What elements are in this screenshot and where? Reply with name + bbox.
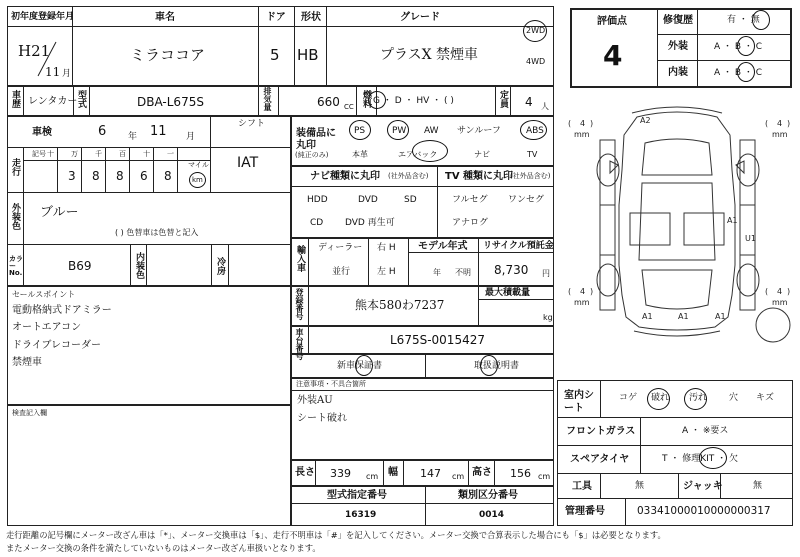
score-value: 4 [603, 39, 623, 72]
left-h-option: 左 H [377, 267, 396, 277]
digit-header-1: 万 [71, 150, 78, 158]
digit-header-4: 十 [143, 150, 150, 158]
note-item-1: シート破れ [297, 413, 347, 424]
inspection-month: 11 [150, 124, 167, 139]
model-year-unknown: 不明 [455, 268, 471, 277]
shift-value: IAT [237, 155, 259, 171]
max-load-label: 最大積載量 [485, 288, 531, 298]
interior-option-1: 破れ [651, 393, 670, 403]
dirty-circle [684, 388, 707, 410]
tools-label: 工具 [572, 481, 592, 492]
dealer-option: ディーラー [318, 243, 363, 253]
ps-circle [349, 120, 371, 140]
interior-grade-label: 内装 [668, 67, 688, 78]
jack-label: ジャッキ [683, 481, 723, 492]
color-no-label: カラー No. [9, 255, 23, 277]
svg-text:): ) [787, 119, 791, 128]
person-unit: 人 [541, 102, 549, 111]
tv-r1-0: フルセグ [452, 195, 488, 205]
repair-label: 修復歴 [663, 15, 693, 26]
exterior-grade-options: A ・ B ・ C [714, 42, 763, 52]
mark-a2: A2 [640, 116, 651, 125]
records-label: 検査記入欄 [12, 409, 47, 417]
tv-label: TV 種類に丸印 [445, 171, 514, 182]
equip-r2-0: 本革 [352, 150, 368, 159]
equip-r2-3: TV [527, 150, 538, 159]
kg-unit: kg [543, 313, 553, 322]
digit-3: 8 [116, 169, 124, 183]
mark-a1-right: A1 [727, 216, 738, 225]
displacement-value: 660 [317, 95, 340, 109]
inspection-year: 6 [98, 124, 107, 139]
inspection-month-unit: 月 [186, 132, 196, 142]
shape-label: 形状 [301, 12, 321, 23]
right-h-option: 右 H [377, 243, 396, 253]
interior-seat-label: 室内シート [564, 390, 594, 414]
mark-a1-rear-mid: A1 [678, 312, 689, 321]
chassis-label: 車台番号 [295, 328, 304, 360]
first-reg-label: 初年度登録年月 [11, 12, 75, 22]
footer-note-1: 走行距離の記号欄にメーター改ざん車は「*」、メーター交換車は「$」、走行不明車は「#」を記入してください。メーター交換で合算表示した場合にも「$」は必要となります。 [6, 530, 666, 540]
digit-header-5: 一 [167, 150, 174, 158]
management-no-value: 03341000010000000317 [637, 505, 771, 517]
first-reg-month: 11 [45, 65, 61, 79]
sales-point-1: オートエアコン [12, 322, 82, 333]
nav-r1-1: DVD [358, 195, 378, 205]
airbag-circle [412, 140, 448, 162]
mark-a1-rear-right: A1 [715, 312, 726, 321]
nav-label: ナビ種類に丸印 [310, 171, 380, 182]
exterior-color-value: ブルー [40, 205, 79, 220]
registration-label: 登録番号 [295, 288, 304, 320]
model-value: DBA-L675S [137, 95, 204, 109]
nav-r2-0: CD [310, 218, 324, 228]
tools-value: 無 [635, 481, 645, 491]
svg-text:): ) [590, 119, 594, 128]
mile-unit: マイル [188, 161, 209, 169]
width-unit: cm [452, 472, 465, 481]
tread-fr-depth: 4 [777, 119, 783, 128]
interior-color-label: 内装色 [134, 252, 144, 279]
interior-option-3: 穴 [729, 393, 739, 403]
usage-label: 車歴 [10, 90, 20, 108]
drive-4wd: 4WD [526, 57, 546, 66]
fuel-options: G ・ D ・ HV ・ ( ) [373, 96, 454, 106]
fridge-label: 冷房 [215, 257, 225, 275]
km-unit: km [192, 176, 203, 184]
parallel-option: 並行 [332, 267, 351, 277]
equip-r1-4: ABS [526, 126, 544, 136]
inspection-label: 車検 [32, 127, 52, 138]
tread-fl-unit: mm [574, 130, 590, 139]
grade-label: グレード [400, 12, 440, 23]
yen-unit: 円 [542, 269, 550, 278]
notes-label: 注意事項・不具合箇所 [296, 380, 366, 388]
tread-fl-depth: 4 [580, 119, 586, 128]
nav-r1-0: HDD [307, 195, 328, 205]
interior-b-circle [737, 62, 755, 82]
digit-1: 3 [68, 169, 76, 183]
recycle-label: リサイクル預託金 [483, 241, 554, 251]
registration-value: 熊本580わ7237 [355, 298, 445, 312]
score-label: 評価点 [597, 16, 627, 27]
doors-label: ドア [266, 12, 286, 23]
color-no-value: B69 [68, 259, 92, 273]
exterior-color-label: 外装色 [10, 203, 20, 230]
sales-points-label: セールスポイント [12, 290, 76, 299]
digit-header-3: 百 [119, 150, 126, 158]
abs-circle [520, 120, 547, 140]
tread-rr-depth: 4 [777, 287, 783, 296]
management-no-label: 管理番号 [565, 506, 605, 517]
manual: 取扱説明書 [474, 361, 520, 371]
sales-point-2: ドライブレコーダー [12, 340, 101, 351]
exterior-grade-label: 外装 [668, 41, 688, 52]
repair-options: 有 ・ 無 [727, 15, 760, 25]
cc-unit: CC [344, 103, 354, 111]
digit-5: 8 [164, 169, 172, 183]
usage-value: レンタカー [28, 96, 78, 107]
tv-r1-1: ワンセグ [508, 195, 545, 205]
width-value: 147 [420, 467, 441, 480]
class-label: 類別区分番号 [458, 490, 518, 501]
equip-r1-3: サンルーフ [457, 126, 501, 136]
length-unit: cm [366, 472, 379, 481]
exterior-b-circle [737, 36, 755, 56]
digit-header-2: 千 [95, 150, 102, 158]
tread-rr-unit: mm [772, 298, 788, 307]
type-label: 型式指定番号 [327, 490, 387, 501]
shape-value: HB [297, 46, 319, 64]
torn-circle [647, 388, 670, 410]
class-value: 0014 [479, 510, 505, 520]
repair-none-circle [752, 10, 770, 30]
model-year-label: モデル年式 [418, 241, 468, 252]
tread-rl-depth: 4 [580, 287, 586, 296]
capacity-label: 定員 [498, 90, 508, 108]
equipment-label: 装備品に丸印 [296, 128, 336, 151]
sales-point-3: 禁煙車 [12, 357, 42, 368]
svg-text:): ) [590, 287, 594, 296]
drive-2wd: 2WD [526, 26, 546, 35]
equip-r2-2: ナビ [474, 150, 490, 159]
equip-r1-2: AW [424, 126, 439, 136]
grade-value: プラスX 禁煙車 [380, 47, 478, 63]
recycle-value: 8,730 [494, 263, 529, 277]
car-name: ミラココア [130, 46, 206, 64]
interior-option-4: キズ [756, 393, 774, 403]
pw-circle [387, 120, 409, 140]
equip-r2-1: エアバック [398, 150, 438, 159]
svg-text:(: ( [765, 119, 769, 128]
svg-text:): ) [787, 287, 791, 296]
import-label: 輸入車 [295, 245, 305, 272]
nav-sub: (社外品含む) [388, 172, 429, 180]
svg-text:(: ( [765, 287, 769, 296]
nav-r2-1: DVD 再生可 [345, 218, 395, 228]
spare-tire-options: T ・ 修理KIT ・ 欠 [662, 454, 738, 464]
capacity-value: 4 [525, 95, 533, 109]
length-value: 339 [330, 467, 351, 480]
height-unit: cm [538, 472, 551, 481]
windshield-options: A ・ ※要ス [682, 426, 729, 436]
spare-tire-label: スペアタイヤ [570, 454, 630, 465]
shift-label: シフト [238, 119, 266, 129]
new-car-warranty: 新車保証書 [337, 361, 383, 371]
tv-sub: (社外品含む) [510, 172, 551, 180]
digit-4: 6 [140, 169, 148, 183]
height-label: 高さ [472, 467, 492, 478]
month-unit: 月 [62, 69, 72, 79]
nav-r1-2: SD [404, 195, 417, 205]
note-item-0: 外装AU [297, 395, 333, 406]
digit-header-0: 十 [47, 150, 54, 158]
mileage-symbol-label: 記号 [32, 150, 46, 158]
equip-r1-0: PS [354, 126, 366, 136]
height-value: 156 [510, 467, 531, 480]
repair-kit-circle [699, 447, 727, 469]
interior-option-0: コゲ [619, 393, 638, 403]
model-label: 型式 [76, 90, 86, 108]
displacement-label: 排気量 [263, 87, 272, 111]
inspection-year-unit: 年 [128, 132, 138, 142]
digit-2: 8 [92, 169, 100, 183]
model-year-unit: 年 [433, 268, 441, 277]
warranty-circle [355, 355, 373, 376]
svg-text:(: ( [568, 287, 572, 296]
interior-grade-options: A ・ B ・ C [714, 68, 763, 78]
mark-a1-rear-left: A1 [642, 312, 653, 321]
mark-u1: U1 [745, 234, 756, 243]
jack-value: 無 [753, 481, 763, 491]
color-change-note: ( ) 色替車は色替と記入 [115, 228, 199, 237]
length-label: 長さ [295, 467, 315, 478]
type-value: 16319 [345, 510, 377, 520]
tread-fr-unit: mm [772, 130, 788, 139]
interior-option-2: 汚れ [689, 393, 708, 403]
chassis-value: L675S-0015427 [390, 333, 485, 347]
tread-rl-unit: mm [574, 298, 590, 307]
fuel-label: 燃料 [361, 90, 371, 108]
doors-value: 5 [270, 46, 280, 64]
manual-circle [480, 355, 498, 376]
car-name-label: 車名 [155, 12, 175, 23]
tv-r2-0: アナログ [452, 218, 489, 228]
sales-point-0: 電動格納式ドアミラー [12, 305, 112, 316]
tread-fl-value: ( [568, 119, 572, 128]
equip-r1-1: PW [392, 126, 407, 136]
first-reg-year: H21 [18, 42, 51, 60]
inspection-block [7, 116, 291, 286]
car-damage-diagram [560, 95, 795, 375]
records-block [7, 405, 291, 526]
width-label: 幅 [388, 467, 398, 478]
windshield-label: フロントガラス [566, 426, 636, 437]
mileage-label: 走行 [10, 158, 20, 176]
equipment-sub-label: (純正のみ) [295, 151, 329, 159]
footer-note-2: またメーター交換の条件を満たしていないものはメーター改ざん車扱いとなります。 [6, 543, 321, 553]
